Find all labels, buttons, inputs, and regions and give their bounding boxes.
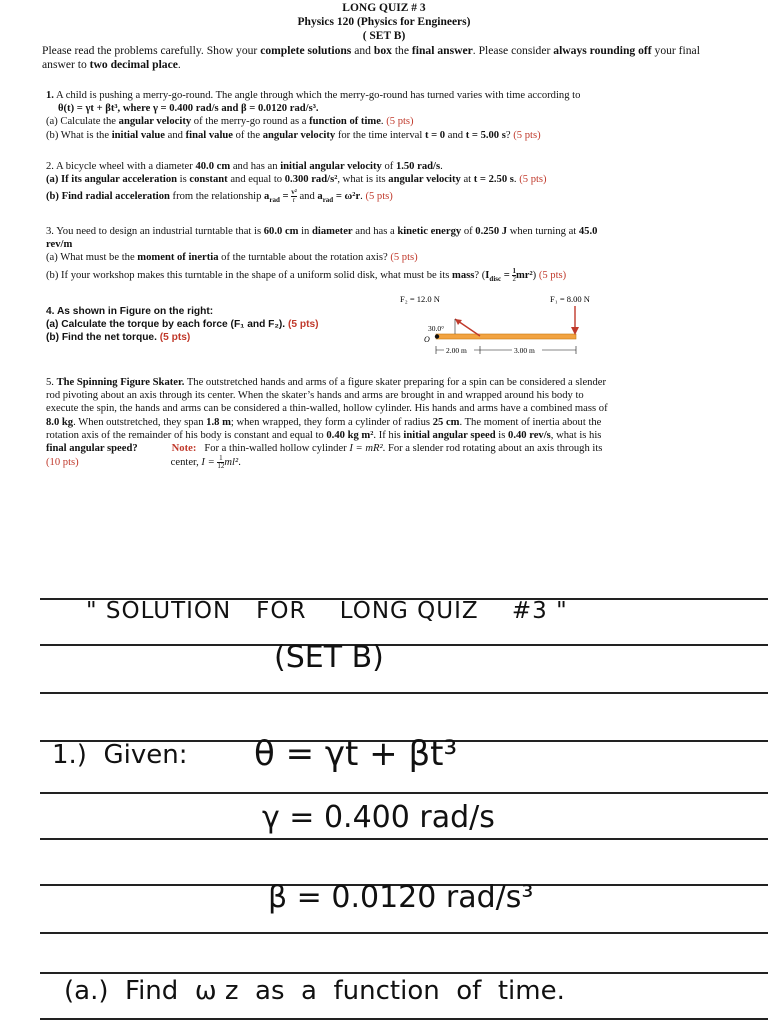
angle-label: 30.0° bbox=[428, 324, 445, 333]
question-4 bbox=[46, 305, 396, 345]
f1-label: F₁ = 8.00 N bbox=[550, 294, 590, 304]
rod bbox=[436, 334, 576, 339]
q5-line-7: (10 pts) center, $I = \frac{1}{12}$ ml². bbox=[46, 454, 241, 471]
q3-part-a: (a) What must be the moment of inertia of the turntable about the rotation axis? (5 pts) bbox=[46, 252, 418, 264]
question-1 bbox=[46, 89, 726, 142]
q3-stem-cont: rev/m bbox=[46, 239, 73, 251]
ruled-line bbox=[40, 644, 768, 646]
ruled-line bbox=[40, 1018, 768, 1020]
equation-beta: β = 0.0120 rad/s³ bbox=[268, 880, 534, 915]
course-title: Physics 120 (Physics for Engineers) bbox=[297, 16, 471, 28]
dim-label-3m: 3.00 m bbox=[514, 346, 535, 355]
set-label: ( SET B) bbox=[362, 30, 406, 42]
pivot-label: O bbox=[424, 335, 430, 344]
fraction-one-half: $\frac{1}{2}$ bbox=[512, 266, 516, 283]
q3-stem: 3. You need to design an industrial turntable that is 60.0 cm in diameter and has a kinetic energy of 0.250 J when turning at 45.0 bbox=[46, 226, 598, 237]
solution-subtitle: (SET B) bbox=[274, 640, 384, 675]
q2-part-b: (b) Find radial acceleration from the relationship $a_{rad} = \frac{\text{v²}}{r}$ and $a_{rad} = \omega^2r$. (5 pts) bbox=[46, 188, 393, 205]
q3-part-b: (b) If your workshop makes this turntable in the shape of a uniform solid disk, what must be its mass? ($I_{disc} = \frac{1}{2}$ mr²) (5 pts) bbox=[46, 266, 567, 283]
quiz-title: LONG QUIZ # 3 bbox=[342, 2, 426, 14]
equation-theta: θ = γt + βt³ bbox=[254, 734, 458, 774]
q1-part-a: (a) Calculate the angular velocity of the merry-go round as a function of time. (5 pts) bbox=[46, 116, 414, 128]
q1-part-b: (b) What is the initial value and final value of the angular velocity for the time interval t = 0 and t = 5.00 s? (5 pts) bbox=[46, 129, 541, 141]
solution-title: " SOLUTION FOR LONG QUIZ #3 " bbox=[86, 598, 568, 624]
question-3 bbox=[46, 225, 726, 286]
q5-line-6: final angular speed? Note: For a thin-walled hollow cylinder I = mR². For a slender rod rotating about an axis through its bbox=[46, 443, 603, 455]
part-a-heading: (a.) Find ω z as a function of time. bbox=[64, 976, 565, 1006]
fraction-v2-over-r: $\frac{\text{v²}}{r}$ bbox=[291, 188, 297, 205]
q5-line-2: rod pivoting about an axis through its center. When the skater’s hands and arms are brought in and wrapped around his body to bbox=[46, 390, 584, 402]
torque-figure bbox=[400, 292, 610, 358]
f2-arrowhead bbox=[455, 319, 462, 325]
question-2 bbox=[46, 160, 726, 208]
q5-line-1: 5. The Spinning Figure Skater. The outstretched hands and arms of a figure skater preparing for a spin can be considered a slender bbox=[46, 377, 606, 388]
q4-stem: 4. As shown in Figure on the right: bbox=[46, 306, 214, 317]
q4-part-a: (a) Calculate the torque by each force (F₁ and F₂). (5 pts) bbox=[46, 319, 319, 331]
dim-label-2m: 2.00 m bbox=[446, 346, 467, 355]
q5-line-3: execute the spin, the hands and arms can be considered a thin-walled, hollow cylinder. His hands and arms have a combined mass of bbox=[46, 403, 608, 415]
q5-line-4: 8.0 kg. When outstretched, they span 1.8 m; when wrapped, they form a cylinder of radius 25 cm. The moment of inertia about the bbox=[46, 416, 602, 428]
ruled-line bbox=[40, 692, 768, 694]
q1-stem: 1. A child is pushing a merry-go-round. The angle through which the merry-go-round has turned varies with time according to bbox=[46, 90, 581, 101]
pivot-point bbox=[435, 334, 439, 338]
ruled-line bbox=[40, 838, 768, 840]
ruled-line bbox=[40, 972, 768, 974]
q1-equation: θ(t) = γt + βt³, where γ = 0.400 rad/s and β = 0.0120 rad/s³. bbox=[58, 103, 319, 115]
given-label: 1.) Given: bbox=[52, 740, 188, 770]
q2-stem: 2. A bicycle wheel with a diameter 40.0 cm and has an initial angular velocity of 1.50 rad/s. bbox=[46, 161, 443, 172]
fraction-one-twelfth: $\frac{1}{12}$ bbox=[217, 454, 225, 471]
q4-part-b: (b) Find the net torque. (5 pts) bbox=[46, 332, 191, 344]
ruled-line bbox=[40, 932, 768, 934]
q5-line-5: rotation axis of the remainder of his body is constant and equal to 0.40 kg m². If his initial angular speed is 0.40 rev/s, what is his bbox=[46, 429, 602, 441]
q2-part-a: (a) If its angular acceleration is constant and equal to 0.300 rad/s², what is its angular velocity at t = 2.50 s. (5 pts) bbox=[46, 174, 547, 186]
instructions: Please read the problems carefully. Show your complete solutions and box the final answer. Please consider always rounding off your final answer to two decimal place. bbox=[42, 44, 700, 71]
ruled-line bbox=[40, 792, 768, 794]
f2-label: F₂ = 12.0 N bbox=[400, 294, 440, 304]
equation-gamma: γ = 0.400 rad/s bbox=[262, 800, 495, 835]
question-5 bbox=[46, 376, 722, 470]
